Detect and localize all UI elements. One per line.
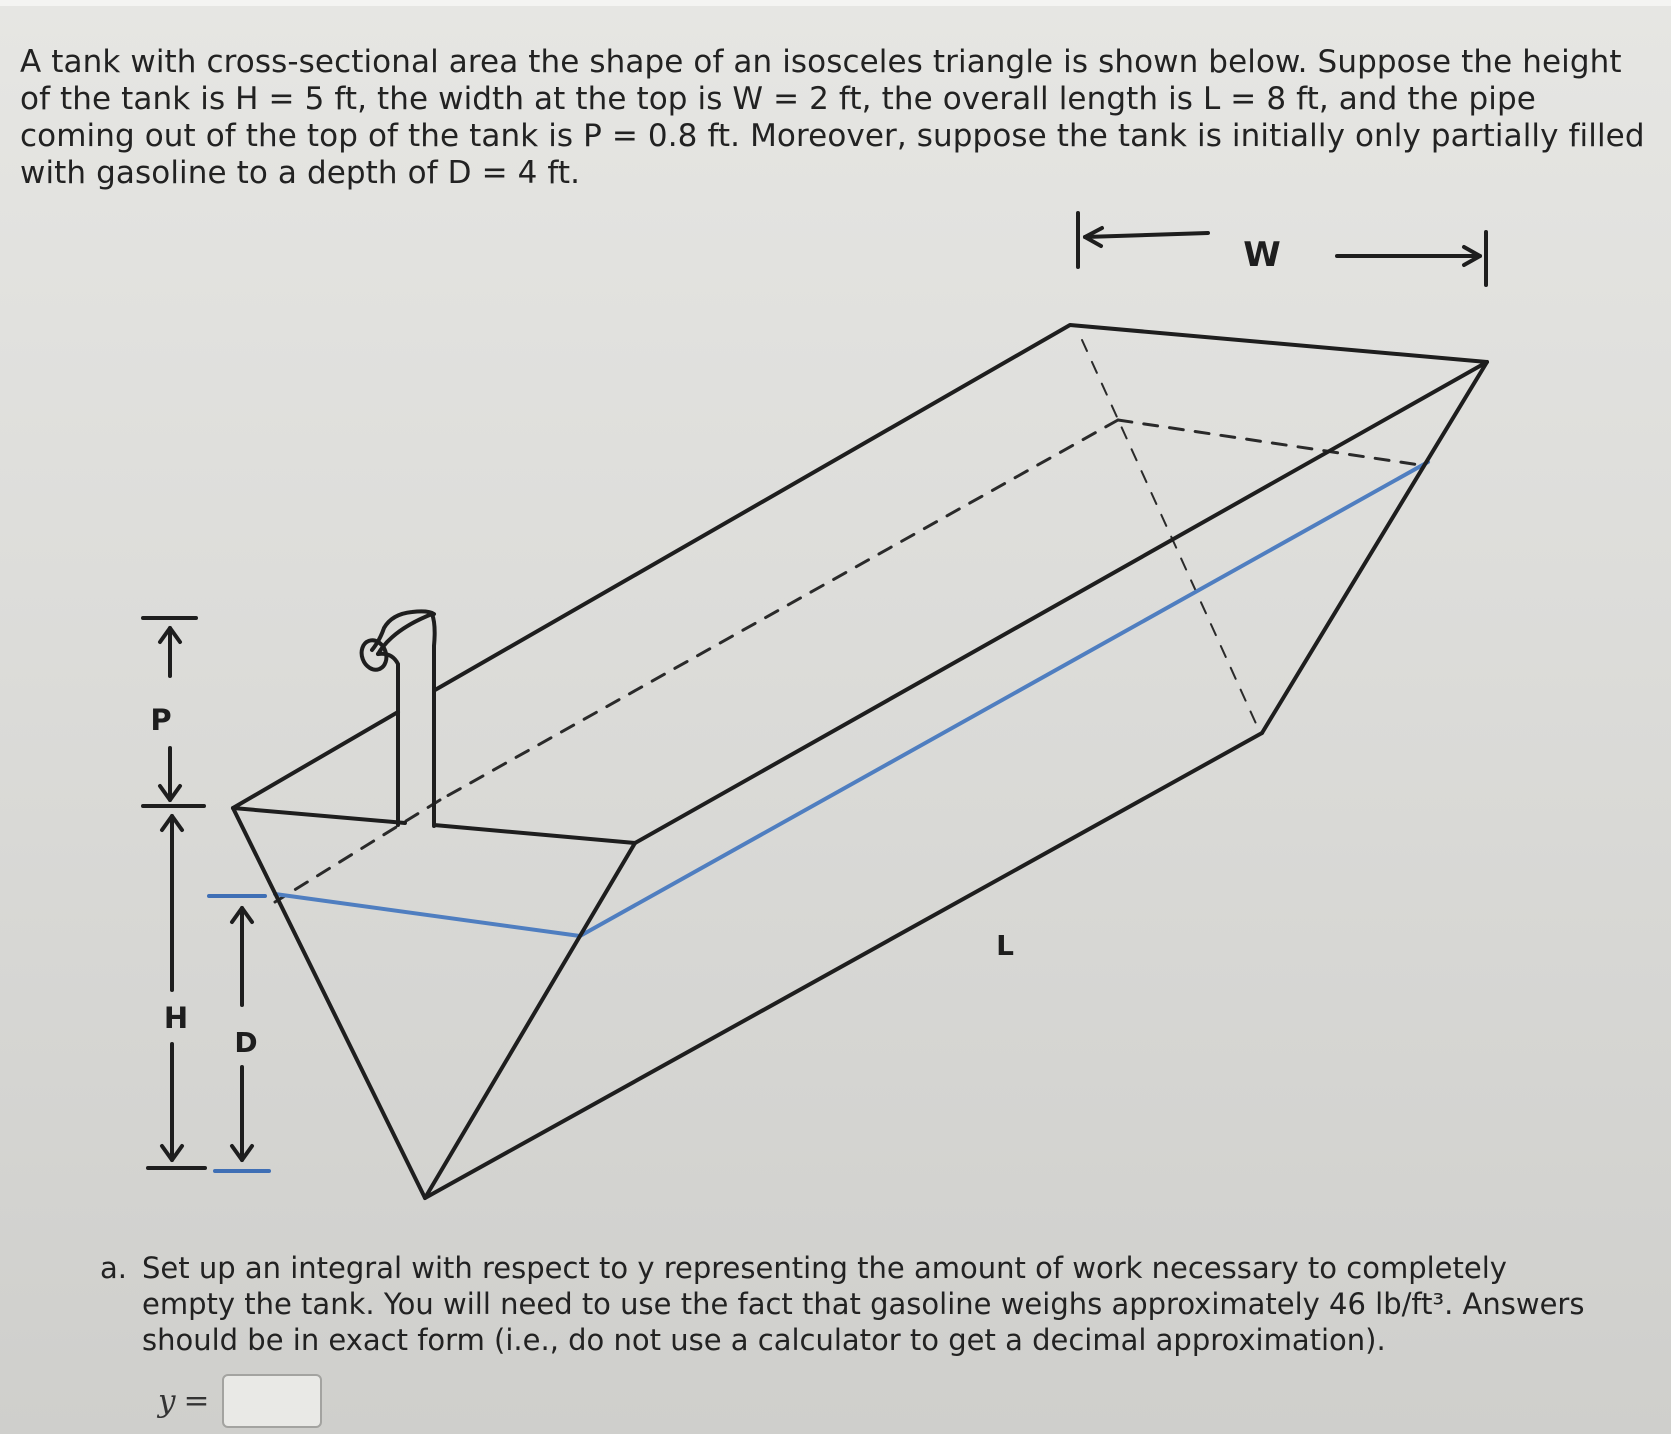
answer-row [158,1372,322,1430]
pipe-stem [378,646,434,826]
part-a-text: Set up an integral with respect to y representing the amount of work necessary to completely empty the tank. You will need to use the fact that gasoline weighs approximately 46 lb/ft³. Answers should be in exact form (i.e., do not use a calculator to get a decimal approximation). [142,1251,1585,1357]
answer-equals: = [183,1383,210,1419]
hidden-left-edge [440,420,1118,800]
answer-input[interactable] [222,1374,322,1428]
label-w: W [1243,235,1281,275]
tank-front-left-top-edge [233,712,398,808]
label-h: H [163,1001,189,1035]
tank-top-back-edge [435,325,1487,733]
problem-statement: A tank with cross-sectional area the shape of an isosceles triangle is shown below. Suppose the height of the tank is H = 5 ft, the width at the top is W = 2 ft, the overall length is L = 8 ft, and the pipe coming out of the top of the tank is P = 0.8 ft. Moreover, suppose the tank is initially only partially filled with gasoline to a depth of D = 4 ft. [20,44,1645,191]
part-a-question [100,1250,1600,1358]
fluid-front-line [275,894,580,936]
part-a-label: a. [100,1251,127,1285]
answer-variable: y [158,1383,176,1419]
w-left-arrow-line [1085,233,1208,237]
tank-front-triangle [233,808,635,1198]
hidden-back-slope [1082,340,1258,728]
tank-bottom-edge [425,733,1262,1198]
label-l: L [996,929,1014,962]
label-d: D [234,1026,258,1059]
tank-main-diagonal [635,362,1487,843]
label-p: P [150,703,172,737]
